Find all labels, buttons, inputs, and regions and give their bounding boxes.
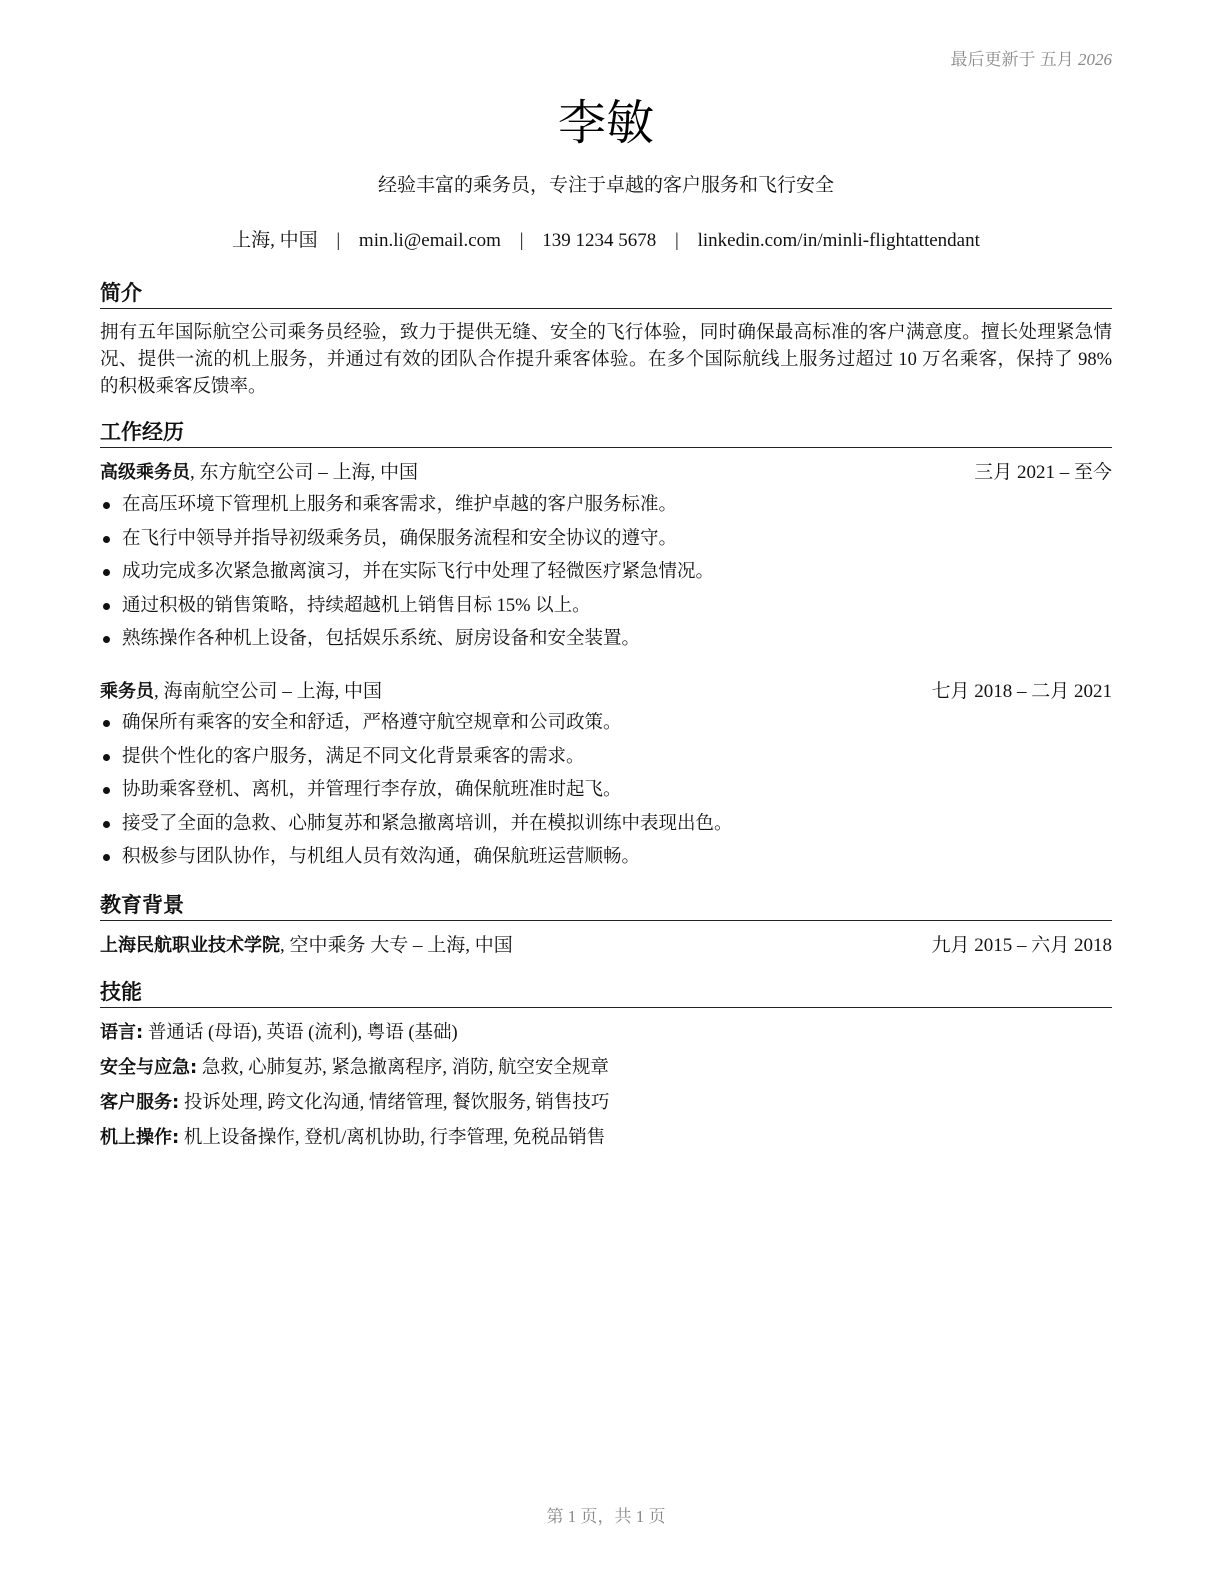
- list-item: 提供个性化的客户服务，满足不同文化背景乘客的需求。: [100, 744, 1112, 778]
- page-footer: 第 1 页，共 1 页: [546, 1507, 666, 1526]
- skill-value: 投诉处理, 跨文化沟通, 情绪管理, 餐饮服务, 销售技巧: [179, 1093, 610, 1113]
- list-item: 成功完成多次紧急撤离演习，并在实际飞行中处理了轻微医疗紧急情况。: [100, 559, 1112, 593]
- job-header: [100, 679, 1112, 705]
- job-header: [100, 460, 1112, 486]
- section-title-education: 教育背景: [100, 889, 1112, 921]
- contact-separator: |: [336, 230, 341, 251]
- candidate-name: 李敏: [557, 95, 654, 151]
- job-org: , 海南航空公司 – 上海, 中国: [154, 681, 383, 702]
- education-dates: 九月 2015 – 六月 2018: [931, 935, 1112, 956]
- last-updated: [951, 45, 1113, 70]
- job-bullets: [100, 492, 1112, 660]
- skill-line: [100, 1090, 1112, 1116]
- resume-page: [100, 0, 1112, 1584]
- section-title-skills: 技能: [100, 976, 1112, 1008]
- job-title: 乘务员: [100, 681, 154, 702]
- list-item: 在飞行中领导并指导初级乘务员，确保服务流程和安全协议的遵守。: [100, 526, 1112, 560]
- list-item: 通过积极的销售策略，持续超越机上销售目标 15% 以上。: [100, 593, 1112, 627]
- skill-value: 机上设备操作, 登机/离机协助, 行李管理, 免税品销售: [179, 1128, 606, 1148]
- contact-separator: |: [519, 230, 524, 251]
- skill-line: [100, 1020, 1112, 1046]
- contact-line: [100, 225, 1112, 252]
- list-item: 在高压环境下管理机上服务和乘客需求，维护卓越的客户服务标准。: [100, 492, 1112, 526]
- list-item: 确保所有乘客的安全和舒适，严格遵守航空规章和公司政策。: [100, 710, 1112, 744]
- contact-phone[interactable]: 139 1234 5678: [542, 230, 657, 251]
- contact-separator: |: [675, 230, 679, 251]
- job-dates: 三月 2021 – 至今: [974, 462, 1112, 483]
- contact-email[interactable]: min.li@email.com: [358, 230, 501, 251]
- summary-text: 拥有五年国际航空公司乘务员经验，致力于提供无缝、安全的飞行体验，同时确保最高标准的客户满意度。擅长处理紧急情况、提供一流的机上服务，并通过有效的团队合作提升乘客体验。在多个国际航线上服务过超过 10 万名乘客，保持了 98% 的积极乘客反馈率。: [100, 323, 1112, 397]
- last-updated-month: 五月: [1039, 50, 1074, 69]
- skill-line: [100, 1055, 1112, 1081]
- list-item: 积极参与团队协作，与机组人员有效沟通，确保航班运营顺畅。: [100, 844, 1112, 878]
- skill-label: 安全与应急:: [100, 1057, 198, 1078]
- education-school: 上海民航职业技术学院: [100, 935, 280, 956]
- education-detail: , 空中乘务 大专 – 上海, 中国: [280, 935, 513, 956]
- last-updated-year: 2026: [1078, 50, 1112, 69]
- education-entry: [100, 933, 1112, 959]
- contact-location: 上海, 中国: [232, 230, 318, 251]
- skill-value: 急救, 心肺复苏, 紧急撤离程序, 消防, 航空安全规章: [197, 1058, 609, 1078]
- job-org: , 东方航空公司 – 上海, 中国: [190, 462, 419, 483]
- section-title-summary: 简介: [100, 277, 1112, 309]
- skill-label: 语言:: [100, 1022, 144, 1043]
- list-item: 接受了全面的急救、心肺复苏和紧急撤离培训，并在模拟训练中表现出色。: [100, 811, 1112, 845]
- headline: 经验丰富的乘务员，专注于卓越的客户服务和飞行安全: [377, 175, 834, 196]
- job-title: 高级乘务员: [100, 462, 190, 483]
- job-dates: 七月 2018 – 二月 2021: [931, 681, 1112, 702]
- skill-label: 机上操作:: [100, 1127, 180, 1148]
- job-bullets: [100, 710, 1112, 878]
- skill-value: 普通话 (母语), 英语 (流利), 粤语 (基础): [143, 1023, 458, 1043]
- skill-label: 客户服务:: [100, 1092, 180, 1113]
- section-title-experience: 工作经历: [100, 416, 1112, 448]
- list-item: 熟练操作各种机上设备，包括娱乐系统、厨房设备和安全装置。: [100, 626, 1112, 660]
- last-updated-label: 最后更新于: [950, 50, 1036, 69]
- skill-line: [100, 1125, 1112, 1151]
- contact-linkedin[interactable]: linkedin.com/in/minli-flightattendant: [697, 230, 980, 251]
- list-item: 协助乘客登机、离机，并管理行李存放，确保航班准时起飞。: [100, 777, 1112, 811]
